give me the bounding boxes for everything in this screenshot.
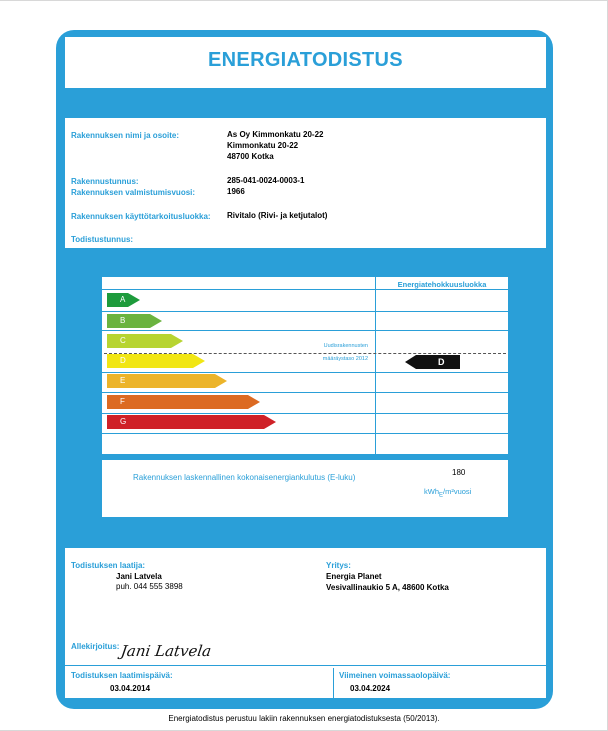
issue-date: 03.04.2014 — [110, 684, 151, 693]
certificate-id-label: Todistustunnus: — [71, 235, 134, 244]
class-arrow-tip — [150, 314, 162, 328]
author-label: Todistuksen laatija: — [71, 561, 146, 570]
company-name: Energia Planet — [326, 572, 382, 581]
issuer-box — [65, 548, 546, 698]
class-arrow-tip — [128, 293, 140, 307]
result-arrow-tip — [405, 355, 416, 369]
valid-until-label: Viimeinen voimassaolopäivä: — [339, 671, 451, 680]
date-column-divider — [333, 668, 334, 698]
title-box — [65, 37, 546, 88]
name-address-label: Rakennuksen nimi ja osoite: — [71, 131, 180, 140]
newbuild-label-line1: Uudisrakennusten — [323, 343, 368, 349]
name-line1: As Oy Kimmonkatu 20-22 — [227, 130, 324, 139]
newbuild-requirement-line — [104, 353, 506, 354]
issue-date-label: Todistuksen laatimispäivä: — [71, 671, 173, 680]
document-title: ENERGIATODISTUS — [208, 49, 403, 71]
class-arrow-tip — [248, 395, 260, 409]
year-label: Rakennuksen valmistumisvuosi: — [71, 188, 196, 197]
result-class-letter: D — [438, 357, 445, 367]
building-info-box — [65, 118, 546, 248]
row-line — [102, 289, 508, 290]
building-id-value: 285-041-0024-0003-1 — [227, 176, 305, 185]
class-arrow-tip — [264, 415, 276, 429]
e-value-box — [102, 460, 508, 517]
result-class-arrow — [405, 355, 460, 369]
class-arrow-tip — [171, 334, 183, 348]
energy-class-column-title: Energiatehokkuusluokka — [397, 280, 487, 289]
class-letter: F — [120, 397, 125, 406]
row-line — [102, 372, 508, 373]
class-letter: A — [120, 295, 126, 304]
e-value-unit: kWh$_E$/m²vuosi — [424, 487, 472, 499]
energy-class-box — [102, 277, 508, 454]
class-arrow-b — [107, 314, 162, 328]
row-line — [102, 433, 508, 434]
class-letter: E — [120, 376, 126, 385]
class-arrow-body — [107, 415, 264, 429]
name-line3: 48700 Kotka — [227, 152, 274, 161]
row-line — [102, 413, 508, 414]
usage-value: Rivitalo (Rivi- ja ketjutalot) — [227, 211, 328, 220]
row-line — [102, 330, 508, 331]
class-arrow-a — [107, 293, 140, 307]
class-letter: C — [120, 336, 126, 345]
class-arrow-body — [107, 334, 171, 348]
class-letter: B — [120, 316, 126, 325]
author-name: Jani Latvela — [116, 572, 162, 581]
class-arrow-e — [107, 374, 227, 388]
signature: Jani Latvela — [119, 642, 213, 660]
signature-label: Allekirjoitus: — [71, 642, 120, 651]
class-arrow-d — [107, 354, 205, 368]
class-arrow-g — [107, 415, 276, 429]
column-divider — [375, 277, 376, 454]
author-phone: puh. 044 555 3898 — [116, 582, 183, 591]
class-letter: G — [120, 417, 127, 426]
usage-label: Rakennuksen käyttötarkoitusluokka: — [71, 212, 211, 221]
building-id-label: Rakennustunnus: — [71, 177, 139, 186]
year-value: 1966 — [227, 187, 245, 196]
footer-text: Energiatodistus perustuu lakiin rakennuksen energiatodistuksesta (50/2013). — [168, 714, 440, 723]
date-divider — [65, 665, 546, 666]
company-address: Vesivallinaukio 5 A, 48600 Kotka — [326, 583, 449, 592]
class-letter: D — [120, 356, 126, 365]
class-arrow-body — [107, 395, 248, 409]
class-arrow-tip — [215, 374, 227, 388]
class-arrow-body — [107, 314, 150, 328]
class-arrow-c — [107, 334, 183, 348]
company-label: Yritys: — [326, 561, 351, 570]
row-line — [102, 311, 508, 312]
e-value-label: Rakennuksen laskennallinen kokonaisenergiankulutus (E-luku) — [133, 473, 356, 482]
e-value-number: 180 — [452, 468, 466, 477]
class-arrow-f — [107, 395, 260, 409]
class-arrow-tip — [193, 354, 205, 368]
valid-until-date: 03.04.2024 — [350, 684, 391, 693]
name-line2: Kimmonkatu 20-22 — [227, 141, 299, 150]
row-line — [102, 392, 508, 393]
newbuild-label-line2: määräystaso 2012 — [322, 356, 368, 362]
